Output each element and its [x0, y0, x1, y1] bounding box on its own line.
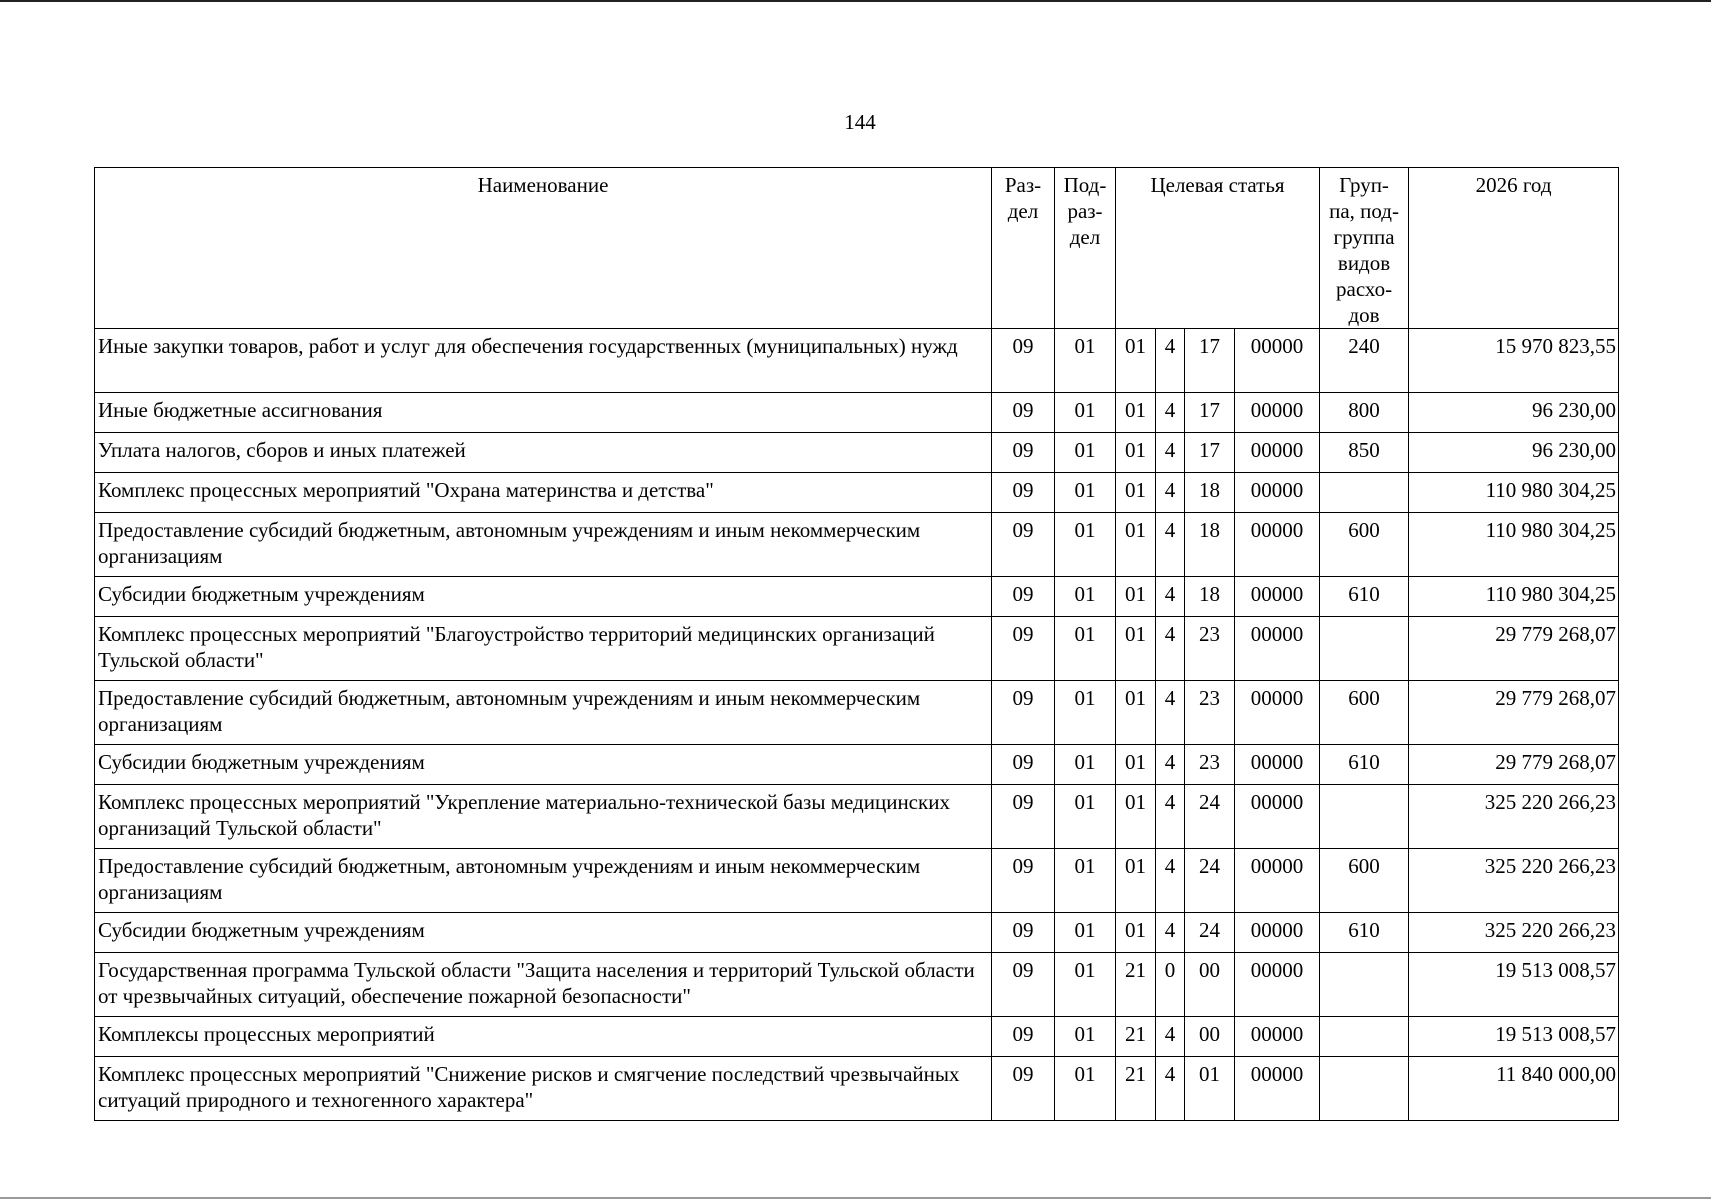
row-name-cell: Комплекс процессных мероприятий "Благоустройство территорий медицинских организаций Тульской области" — [95, 617, 992, 681]
row-name-cell: Субсидии бюджетным учреждениям — [95, 913, 992, 953]
target-code-3-cell: 18 — [1185, 513, 1235, 577]
amount-2026-cell: 96 230,00 — [1409, 433, 1619, 473]
row-name-cell: Иные бюджетные ассигнования — [95, 393, 992, 433]
target-code-3-cell: 17 — [1185, 393, 1235, 433]
amount-2026-cell: 11 840 000,00 — [1409, 1057, 1619, 1121]
budget-table — [94, 167, 1619, 1121]
target-code-1-cell: 01 — [1116, 617, 1156, 681]
expense-group-cell — [1320, 785, 1409, 849]
target-code-1-cell: 21 — [1116, 1057, 1156, 1121]
target-code-3-cell: 01 — [1185, 1057, 1235, 1121]
razdel-cell: 09 — [992, 617, 1055, 681]
amount-2026-cell: 110 980 304,25 — [1409, 577, 1619, 617]
podrazdel-cell: 01 — [1055, 1057, 1116, 1121]
target-code-4-cell: 00000 — [1235, 577, 1320, 617]
target-code-2-cell: 4 — [1156, 1057, 1185, 1121]
table-row — [95, 473, 1619, 513]
header-name: Наименование — [95, 168, 992, 329]
podrazdel-cell: 01 — [1055, 393, 1116, 433]
expense-group-cell: 610 — [1320, 913, 1409, 953]
scan-bottom-border — [0, 1197, 1711, 1199]
target-code-4-cell: 00000 — [1235, 849, 1320, 913]
razdel-cell: 09 — [992, 953, 1055, 1017]
amount-2026-cell: 19 513 008,57 — [1409, 953, 1619, 1017]
target-code-1-cell: 01 — [1116, 433, 1156, 473]
expense-group-cell — [1320, 1017, 1409, 1057]
row-name-cell: Предоставление субсидий бюджетным, автономным учреждениям и иным некоммерческим организациям — [95, 849, 992, 913]
row-name-cell: Субсидии бюджетным учреждениям — [95, 745, 992, 785]
expense-group-cell: 850 — [1320, 433, 1409, 473]
table-row — [95, 433, 1619, 473]
target-code-2-cell: 4 — [1156, 433, 1185, 473]
amount-2026-cell: 29 779 268,07 — [1409, 681, 1619, 745]
target-code-4-cell: 00000 — [1235, 953, 1320, 1017]
target-code-4-cell: 00000 — [1235, 433, 1320, 473]
row-name-cell: Субсидии бюджетным учреждениям — [95, 577, 992, 617]
target-code-3-cell: 17 — [1185, 433, 1235, 473]
podrazdel-cell: 01 — [1055, 953, 1116, 1017]
table-header-row — [95, 168, 1619, 329]
target-code-3-cell: 24 — [1185, 913, 1235, 953]
razdel-cell: 09 — [992, 513, 1055, 577]
razdel-cell: 09 — [992, 433, 1055, 473]
table-row — [95, 785, 1619, 849]
podrazdel-cell: 01 — [1055, 329, 1116, 393]
target-code-4-cell: 00000 — [1235, 681, 1320, 745]
target-code-4-cell: 00000 — [1235, 513, 1320, 577]
target-code-1-cell: 01 — [1116, 393, 1156, 433]
target-code-4-cell: 00000 — [1235, 913, 1320, 953]
row-name-cell: Иные закупки товаров, работ и услуг для обеспечения государственных (муниципальных) нужд — [95, 329, 992, 393]
row-name-cell: Комплекс процессных мероприятий "Снижение рисков и смягчение последствий чрезвычайных ситуаций природного и техногенного характера" — [95, 1057, 992, 1121]
amount-2026-cell: 96 230,00 — [1409, 393, 1619, 433]
razdel-cell: 09 — [992, 849, 1055, 913]
amount-2026-cell: 110 980 304,25 — [1409, 473, 1619, 513]
row-name-cell: Уплата налогов, сборов и иных платежей — [95, 433, 992, 473]
amount-2026-cell: 325 220 266,23 — [1409, 849, 1619, 913]
target-code-2-cell: 4 — [1156, 745, 1185, 785]
razdel-cell: 09 — [992, 785, 1055, 849]
target-code-4-cell: 00000 — [1235, 329, 1320, 393]
podrazdel-cell: 01 — [1055, 473, 1116, 513]
row-name-cell: Предоставление субсидий бюджетным, автономным учреждениям и иным некоммерческим организациям — [95, 681, 992, 745]
header-podrazdel: Под- раз- дел — [1055, 168, 1116, 329]
target-code-1-cell: 01 — [1116, 513, 1156, 577]
razdel-cell: 09 — [992, 913, 1055, 953]
target-code-2-cell: 4 — [1156, 473, 1185, 513]
target-code-1-cell: 01 — [1116, 577, 1156, 617]
target-code-1-cell: 01 — [1116, 745, 1156, 785]
target-code-2-cell: 4 — [1156, 785, 1185, 849]
row-name-cell: Комплекс процессных мероприятий "Укрепление материально-технической базы медицинских организаций Тульской области" — [95, 785, 992, 849]
page-number: 144 — [844, 110, 876, 134]
razdel-cell: 09 — [992, 681, 1055, 745]
podrazdel-cell: 01 — [1055, 617, 1116, 681]
podrazdel-cell: 01 — [1055, 513, 1116, 577]
target-code-3-cell: 17 — [1185, 329, 1235, 393]
header-celevaya-statya: Целевая статья — [1116, 168, 1320, 329]
podrazdel-cell: 01 — [1055, 1017, 1116, 1057]
amount-2026-cell: 325 220 266,23 — [1409, 785, 1619, 849]
target-code-3-cell: 00 — [1185, 1017, 1235, 1057]
razdel-cell: 09 — [992, 577, 1055, 617]
expense-group-cell — [1320, 953, 1409, 1017]
target-code-1-cell: 01 — [1116, 849, 1156, 913]
table-row — [95, 745, 1619, 785]
table-row — [95, 1057, 1619, 1121]
target-code-4-cell: 00000 — [1235, 393, 1320, 433]
podrazdel-cell: 01 — [1055, 913, 1116, 953]
amount-2026-cell: 19 513 008,57 — [1409, 1017, 1619, 1057]
table-row — [95, 681, 1619, 745]
target-code-3-cell: 23 — [1185, 617, 1235, 681]
header-year: 2026 год — [1409, 168, 1619, 329]
target-code-2-cell: 4 — [1156, 849, 1185, 913]
row-name-cell: Предоставление субсидий бюджетным, автономным учреждениям и иным некоммерческим организациям — [95, 513, 992, 577]
target-code-2-cell: 4 — [1156, 577, 1185, 617]
razdel-cell: 09 — [992, 473, 1055, 513]
table-row — [95, 577, 1619, 617]
razdel-cell: 09 — [992, 393, 1055, 433]
target-code-2-cell: 4 — [1156, 329, 1185, 393]
table-row — [95, 617, 1619, 681]
razdel-cell: 09 — [992, 1017, 1055, 1057]
podrazdel-cell: 01 — [1055, 785, 1116, 849]
target-code-2-cell: 4 — [1156, 513, 1185, 577]
expense-group-cell: 600 — [1320, 681, 1409, 745]
expense-group-cell — [1320, 1057, 1409, 1121]
expense-group-cell: 600 — [1320, 849, 1409, 913]
row-name-cell: Государственная программа Тульской области "Защита населения и территорий Тульской области от чрезвычайных ситуаций, обеспечение пожарной безопасности" — [95, 953, 992, 1017]
target-code-1-cell: 01 — [1116, 913, 1156, 953]
podrazdel-cell: 01 — [1055, 849, 1116, 913]
expense-group-cell: 800 — [1320, 393, 1409, 433]
target-code-3-cell: 24 — [1185, 849, 1235, 913]
podrazdel-cell: 01 — [1055, 433, 1116, 473]
expense-group-cell — [1320, 617, 1409, 681]
amount-2026-cell: 325 220 266,23 — [1409, 913, 1619, 953]
table-row — [95, 1017, 1619, 1057]
podrazdel-cell: 01 — [1055, 681, 1116, 745]
target-code-3-cell: 24 — [1185, 785, 1235, 849]
target-code-2-cell: 0 — [1156, 953, 1185, 1017]
target-code-2-cell: 4 — [1156, 617, 1185, 681]
scan-top-border — [0, 0, 1711, 2]
amount-2026-cell: 29 779 268,07 — [1409, 617, 1619, 681]
target-code-3-cell: 18 — [1185, 473, 1235, 513]
table-row — [95, 393, 1619, 433]
amount-2026-cell: 15 970 823,55 — [1409, 329, 1619, 393]
target-code-2-cell: 4 — [1156, 1017, 1185, 1057]
target-code-3-cell: 23 — [1185, 681, 1235, 745]
target-code-3-cell: 18 — [1185, 577, 1235, 617]
expense-group-cell: 240 — [1320, 329, 1409, 393]
target-code-4-cell: 00000 — [1235, 617, 1320, 681]
target-code-2-cell: 4 — [1156, 681, 1185, 745]
expense-group-cell: 610 — [1320, 745, 1409, 785]
podrazdel-cell: 01 — [1055, 577, 1116, 617]
expense-group-cell: 610 — [1320, 577, 1409, 617]
table-row — [95, 329, 1619, 393]
target-code-2-cell: 4 — [1156, 913, 1185, 953]
target-code-1-cell: 21 — [1116, 953, 1156, 1017]
target-code-2-cell: 4 — [1156, 393, 1185, 433]
target-code-3-cell: 00 — [1185, 953, 1235, 1017]
row-name-cell: Комплекс процессных мероприятий "Охрана материнства и детства" — [95, 473, 992, 513]
target-code-4-cell: 00000 — [1235, 745, 1320, 785]
razdel-cell: 09 — [992, 329, 1055, 393]
table-row — [95, 513, 1619, 577]
target-code-1-cell: 01 — [1116, 681, 1156, 745]
row-name-cell: Комплексы процессных мероприятий — [95, 1017, 992, 1057]
expense-group-cell — [1320, 473, 1409, 513]
target-code-4-cell: 00000 — [1235, 1057, 1320, 1121]
table-row — [95, 913, 1619, 953]
target-code-1-cell: 01 — [1116, 473, 1156, 513]
target-code-3-cell: 23 — [1185, 745, 1235, 785]
target-code-1-cell: 01 — [1116, 785, 1156, 849]
podrazdel-cell: 01 — [1055, 745, 1116, 785]
amount-2026-cell: 29 779 268,07 — [1409, 745, 1619, 785]
table-row — [95, 953, 1619, 1017]
target-code-4-cell: 00000 — [1235, 785, 1320, 849]
amount-2026-cell: 110 980 304,25 — [1409, 513, 1619, 577]
table-row — [95, 849, 1619, 913]
target-code-1-cell: 01 — [1116, 329, 1156, 393]
header-gruppa-vidov-rashodov: Груп- па, под- группа видов расхо- дов — [1320, 168, 1409, 329]
target-code-4-cell: 00000 — [1235, 473, 1320, 513]
target-code-4-cell: 00000 — [1235, 1017, 1320, 1057]
razdel-cell: 09 — [992, 745, 1055, 785]
header-razdel: Раз- дел — [992, 168, 1055, 329]
razdel-cell: 09 — [992, 1057, 1055, 1121]
target-code-1-cell: 21 — [1116, 1017, 1156, 1057]
expense-group-cell: 600 — [1320, 513, 1409, 577]
